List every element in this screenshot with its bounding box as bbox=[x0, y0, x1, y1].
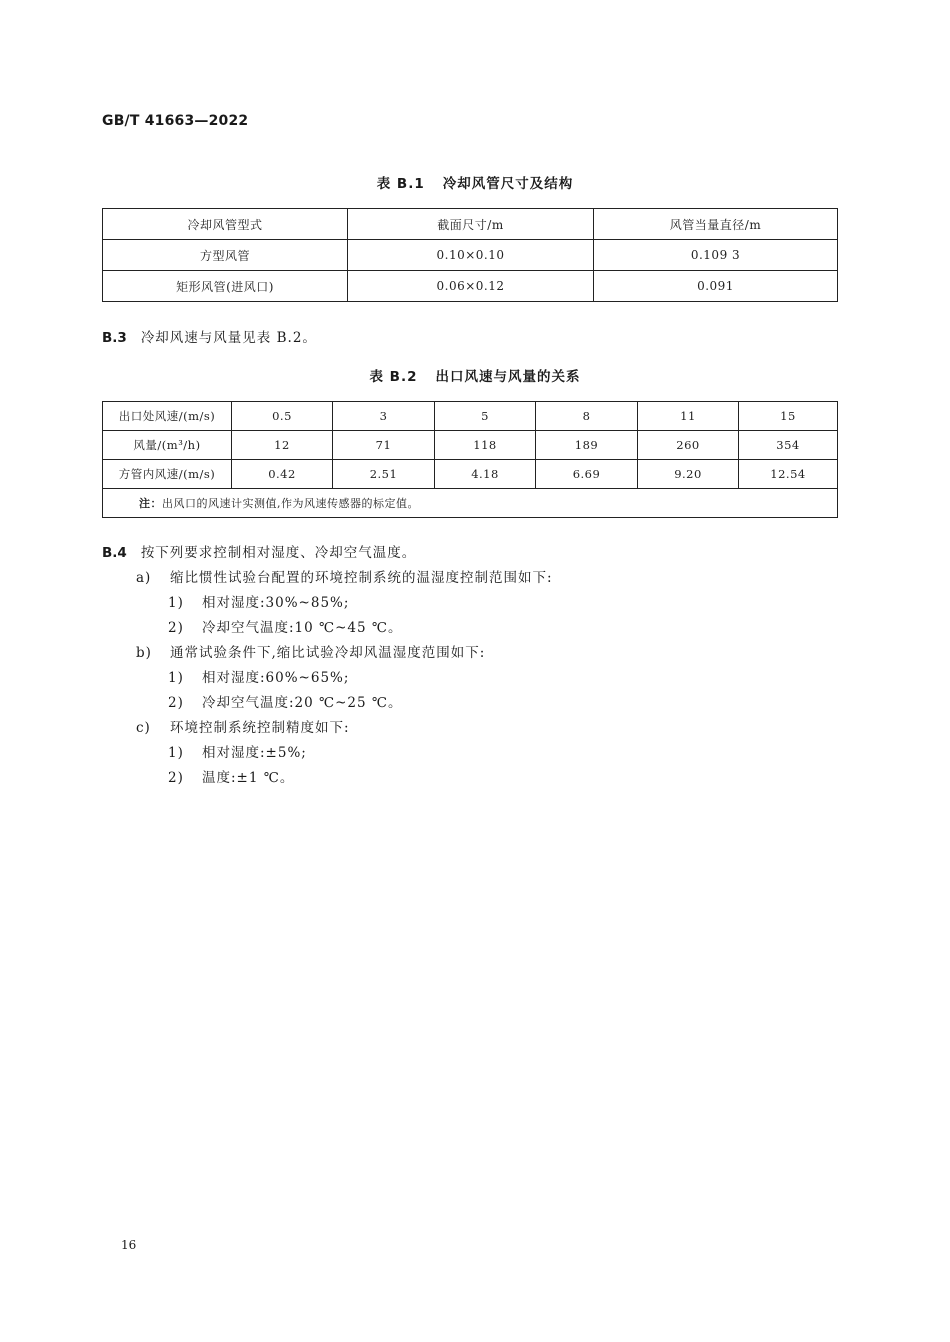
table-b2 bbox=[102, 401, 838, 518]
table-cell: 8 bbox=[536, 402, 638, 431]
table-cell: 矩形风管(进风口) bbox=[103, 271, 348, 302]
list-item-text: 温度:±1 ℃。 bbox=[202, 770, 295, 786]
table-cell: 9.20 bbox=[638, 460, 739, 489]
table-cell: 6.69 bbox=[536, 460, 638, 489]
table-cell: 4.18 bbox=[435, 460, 536, 489]
table-cell: 0.06×0.12 bbox=[348, 271, 594, 302]
table-b2-number: 表 B.2 bbox=[369, 369, 418, 385]
table-header-cell: 截面尺寸/m bbox=[348, 209, 594, 240]
list-item-text: 相对湿度:30%~85%; bbox=[202, 595, 350, 611]
table-row bbox=[103, 431, 838, 460]
table-cell: 0.091 bbox=[594, 271, 838, 302]
table-cell: 0.10×0.10 bbox=[348, 240, 594, 271]
list-marker: 2) bbox=[168, 695, 184, 711]
list-item bbox=[136, 716, 350, 736]
page-number: 16 bbox=[121, 1238, 137, 1252]
table-cell: 354 bbox=[739, 431, 838, 460]
table-b1-caption bbox=[0, 172, 950, 192]
table-b1 bbox=[102, 208, 838, 302]
list-item-text: 环境控制系统控制精度如下: bbox=[170, 720, 350, 736]
table-cell: 15 bbox=[739, 402, 838, 431]
list-marker: b) bbox=[136, 645, 152, 661]
clause-b4 bbox=[102, 541, 416, 561]
table-note-row bbox=[103, 489, 838, 518]
list-marker: a) bbox=[136, 570, 152, 586]
table-cell: 3 bbox=[333, 402, 435, 431]
table-cell: 12 bbox=[232, 431, 333, 460]
row-header-cell: 方管内风速/(m/s) bbox=[103, 460, 232, 489]
table-note bbox=[103, 489, 838, 518]
note-text: 出风口的风速计实测值,作为风速传感器的标定值。 bbox=[162, 497, 419, 510]
table-header-cell: 冷却风管型式 bbox=[103, 209, 348, 240]
clause-number: B.3 bbox=[102, 330, 127, 346]
table-header-row bbox=[103, 209, 838, 240]
list-marker: 1) bbox=[168, 595, 184, 611]
table-cell: 0.42 bbox=[232, 460, 333, 489]
list-item bbox=[136, 641, 485, 661]
row-header-cell: 出口处风速/(m/s) bbox=[103, 402, 232, 431]
table-cell: 方型风管 bbox=[103, 240, 348, 271]
sub-list-item bbox=[168, 691, 403, 711]
list-item-text: 冷却空气温度:10 ℃~45 ℃。 bbox=[202, 620, 403, 636]
clause-b3 bbox=[102, 326, 317, 346]
table-cell: 118 bbox=[435, 431, 536, 460]
table-cell: 260 bbox=[638, 431, 739, 460]
clause-text: 按下列要求控制相对湿度、冷却空气温度。 bbox=[140, 545, 417, 561]
table-row bbox=[103, 240, 838, 271]
sub-list-item bbox=[168, 591, 349, 611]
table-row bbox=[103, 460, 838, 489]
list-item-text: 相对湿度:60%~65%; bbox=[202, 670, 350, 686]
table-cell: 71 bbox=[333, 431, 435, 460]
table-cell: 11 bbox=[638, 402, 739, 431]
sub-list-item bbox=[168, 741, 307, 761]
table-b1-title: 冷却风管尺寸及结构 bbox=[442, 176, 574, 192]
table-row bbox=[103, 402, 838, 431]
table-cell: 12.54 bbox=[739, 460, 838, 489]
list-marker: c) bbox=[136, 720, 151, 736]
table-header-cell: 风管当量直径/m bbox=[594, 209, 838, 240]
table-row bbox=[103, 271, 838, 302]
list-marker: 2) bbox=[168, 770, 184, 786]
sub-list-item bbox=[168, 616, 403, 636]
list-marker: 1) bbox=[168, 670, 184, 686]
standard-code: GB/T 41663—2022 bbox=[102, 113, 249, 129]
clause-number: B.4 bbox=[102, 545, 127, 561]
list-item-text: 冷却空气温度:20 ℃~25 ℃。 bbox=[202, 695, 403, 711]
table-cell: 189 bbox=[536, 431, 638, 460]
table-cell: 5 bbox=[435, 402, 536, 431]
table-b2-title: 出口风速与风量的关系 bbox=[435, 369, 581, 385]
row-header-cell: 风量/(m³/h) bbox=[103, 431, 232, 460]
table-b2-caption bbox=[0, 365, 950, 385]
list-marker: 2) bbox=[168, 620, 184, 636]
list-item-text: 通常试验条件下,缩比试验冷却风温湿度范围如下: bbox=[170, 645, 486, 661]
list-item-text: 缩比惯性试验台配置的环境控制系统的温湿度控制范围如下: bbox=[170, 570, 553, 586]
clause-text: 冷却风速与风量见表 B.2。 bbox=[140, 330, 317, 346]
list-item-text: 相对湿度:±5%; bbox=[202, 745, 307, 761]
table-cell: 0.5 bbox=[232, 402, 333, 431]
list-marker: 1) bbox=[168, 745, 184, 761]
table-cell: 2.51 bbox=[333, 460, 435, 489]
note-label: 注： bbox=[139, 497, 162, 510]
sub-list-item bbox=[168, 766, 294, 786]
sub-list-item bbox=[168, 666, 349, 686]
list-item bbox=[136, 566, 553, 586]
table-cell: 0.109 3 bbox=[594, 240, 838, 271]
table-b1-number: 表 B.1 bbox=[376, 176, 425, 192]
